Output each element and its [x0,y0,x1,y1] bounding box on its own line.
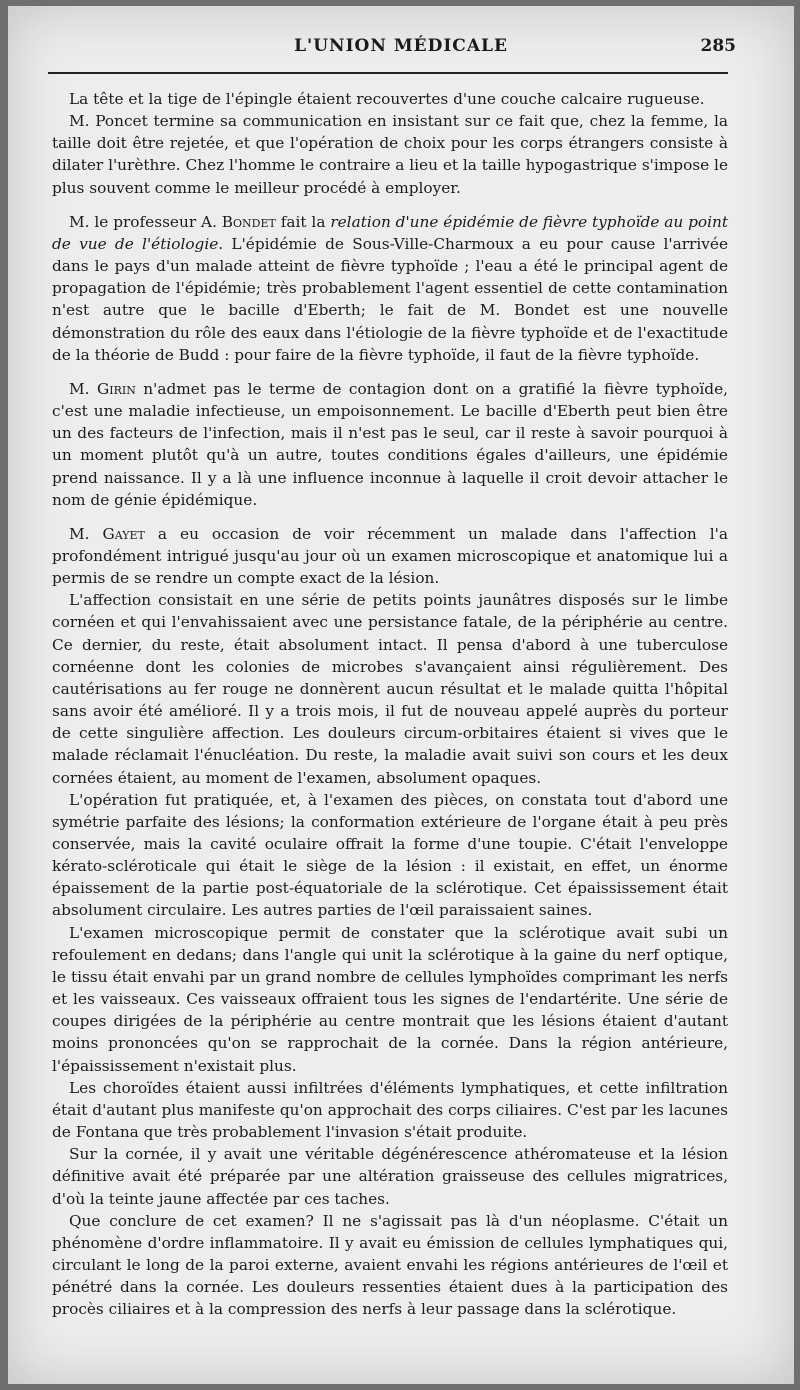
author-name: Gayet [102,524,145,543]
page-number: 285 [700,36,736,56]
paragraph: L'examen microscopique permit de constater que la sclérotique avait subi un refoulement en dedans; dans l'angle qui unit la sclérotique à la gaine du nerf optique, le tissu était envahi par un grand nombre de cellules lymphoïdes comprimant les nerfs et les vaisseaux. Ces vaisseaux offraient tous les signes de l'endartérite. Une série de coupes dirigées de la périphérie au centre montrait que les lésions étaient d'autant moins prononcées qu'on se rapprochait de la cornée. Dans la région antérieure, l'épaississement n'existait plus. [52,923,728,1075]
paragraph: Les choroïdes étaient aussi infiltrées d'éléments lymphatiques, et cette infiltration était d'autant plus manifeste qu'on approchait des corps ciliaires. C'est par les lacunes de Fontana que très probablement l'invasion s'était produite. [52,1078,728,1142]
paragraph: L'opération fut pratiquée, et, à l'examen des pièces, on constata tout d'abord une symétrie parfaite des lésions; la conformation extérieure de l'organe était à peu près conservée, mais la cavité oculaire offrait la forme d'une toupie. C'était l'enveloppe kérato-scléroticale qui était le siège de la lésion : il existait, en effet, un énorme épaissement de la partie post-équatoriale de la sclérotique. Cet épaississement était absolument circulaire. Les autres parties de l'œil paraissaient saines. [52,790,728,920]
paragraph: M. Girin n'admet pas le terme de contagion dont on a gratifié la fièvre typhoïde, c'est une maladie infectieuse, un empoisonnement. Le bacille d'Eberth peut bien être un des facteurs de l'infection, mais il n'est pas le seul, car il reste à savoir pourquoi à un moment plutôt qu'à un autre, toutes conditions égales d'ailleurs, une épidémie prend naissance. Il y a là une influence inconnue à laquelle il croit devoir attacher le nom de génie épidémique. [52,379,729,509]
document-page [8,6,794,1384]
header-rule [48,72,728,74]
paragraph: Sur la cornée, il y avait une véritable dégénérescence athéromateuse et la lésion définitive avait été préparée par une altération graisseuse des cellules migratrices, d'où la teinte jaune affectée par ces taches. [52,1145,728,1208]
paragraph: M. le professeur A. Bondet fait la relation d'une épidémie de fièvre typhoïde au point de vue de l'étiologie. L'épidémie de Sous-Ville-Charmoux a eu pour cause l'arrivée dans le pays d'un malade atteint de fièvre typhoïde ; l'eau a été le principal agent de propagation de l'épidémie; très probablement l'agent essentiel de cette contamination n'est autre que le bacille d'Eberth; le fait de M. Bondet est une nouvelle démonstration du rôle des eaux dans l'étiologie de la fièvre typhoïde et de l'exactitude de la théorie de Budd : pour faire de la fièvre typhoïde, il faut de la fièvre typhoïde. [52,212,729,364]
article-body [52,88,728,1320]
running-title: L'UNION MÉDICALE [294,36,508,56]
author-name: Girin [97,379,136,398]
paragraph: Que conclure de cet examen? Il ne s'agissait pas là d'un néoplasme. C'était un phénomène d'ordre inflammatoire. Il y avait eu émission de cellules lymphatiques qui, circulant le long de la paroi externe, avaient envahi les régions antérieures de l'œil et pénétré dans la cornée. Les douleurs ressenties étaient dues à la participation des procès ciliaires et à la compression des nerfs à leur passage dans la sclérotique. [52,1211,728,1319]
communication-title: relation d'une épidémie de fièvre typhoïde au point de vue de l'étiologie [52,212,728,253]
paragraph: L'affection consistait en une série de petits points jaunâtres disposés sur le limbe cornéen et qui l'envahissaient avec une persistance fatale, de la périphérie au centre. Ce dernier, du reste, était absolument intact. Il pensa d'abord à une tuberculose cornéenne dont les colonies de microbes s'avançaient ainsi régulièrement. Des cautérisations au fer rouge ne donnèrent aucun résultat et le malade quitta l'hôpital sans avoir été amélioré. Il y a trois mois, il fut de nouveau appelé auprès du porteur de cette singulière affection. Les douleurs circum-orbitaires étaient si vives que le malade réclamait l'énucléation. Du reste, la maladie avait suivi son cours et les deux cornées étaient, au moment de l'examen, absolument opaques. [52,591,728,787]
page-header [8,36,794,66]
paragraph: M. Poncet termine sa communication en insistant sur ce fait que, chez la femme, la taille doit être rejetée, et que l'opération de choix pour les corps étrangers consiste à dilater l'urèthre. Chez l'homme le contraire a lieu et la taille hypogastrique s'impose le plus souvent comme le meilleur procédé à employer. [52,112,728,197]
paragraph: M. Gayet a eu occasion de voir récemment un malade dans l'affection l'a profondément intrigué jusqu'au jour où un examen microscopique et anatomique lui a permis de se rendre un compte exact de la lésion. [52,524,728,588]
paragraph: La tête et la tige de l'épingle étaient recouvertes d'une couche calcaire rugueuse. [69,90,705,108]
author-name: Bondet [221,212,276,231]
